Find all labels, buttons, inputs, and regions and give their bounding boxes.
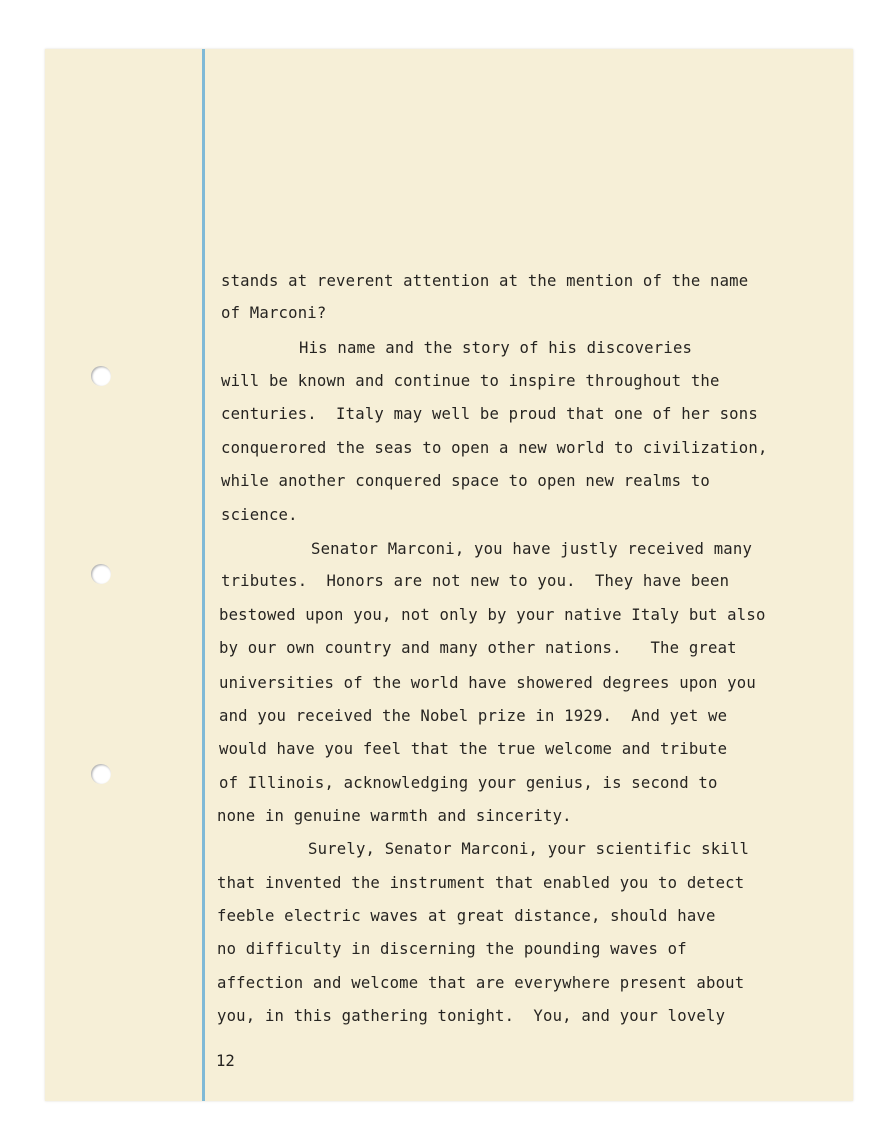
text-line: science. [221, 506, 298, 524]
page-number: 12 [216, 1052, 235, 1070]
typed-page [45, 49, 853, 1101]
text-line: while another conquered space to open new realms to [221, 472, 710, 490]
text-line: by our own country and many other nations. The great [219, 639, 737, 657]
text-line: bestowed upon you, not only by your native Italy but also [219, 606, 766, 624]
text-line: feeble electric waves at great distance, should have [217, 907, 716, 925]
text-line: Surely, Senator Marconi, your scientific skill [308, 840, 750, 858]
text-line: tributes. Honors are not new to you. They have been [221, 572, 730, 590]
punch-hole [91, 366, 111, 386]
text-line: none in genuine warmth and sincerity. [217, 807, 572, 825]
text-line: affection and welcome that are everywhere present about [217, 974, 745, 992]
text-line: will be known and continue to inspire throughout the [221, 372, 720, 390]
text-line: Senator Marconi, you have justly received many [311, 540, 753, 558]
text-line: no difficulty in discerning the pounding waves of [217, 940, 687, 958]
punch-hole [91, 764, 111, 784]
text-line: would have you feel that the true welcome and tribute [219, 740, 728, 758]
text-line: of Marconi? [221, 304, 327, 322]
text-line: His name and the story of his discoveries [299, 339, 693, 357]
text-line: universities of the world have showered degrees upon you [219, 674, 756, 692]
text-line: and you received the Nobel prize in 1929. And yet we [219, 707, 728, 725]
text-line: that invented the instrument that enabled you to detect [217, 874, 745, 892]
text-line: you, in this gathering tonight. You, and your lovely [217, 1007, 726, 1025]
punch-hole [91, 564, 111, 584]
text-line: stands at reverent attention at the mention of the name [221, 272, 749, 290]
text-line: conquerored the seas to open a new world to civilization, [221, 439, 768, 457]
margin-rule [202, 49, 205, 1101]
text-line: of Illinois, acknowledging your genius, is second to [219, 774, 718, 792]
text-line: centuries. Italy may well be proud that one of her sons [221, 405, 758, 423]
